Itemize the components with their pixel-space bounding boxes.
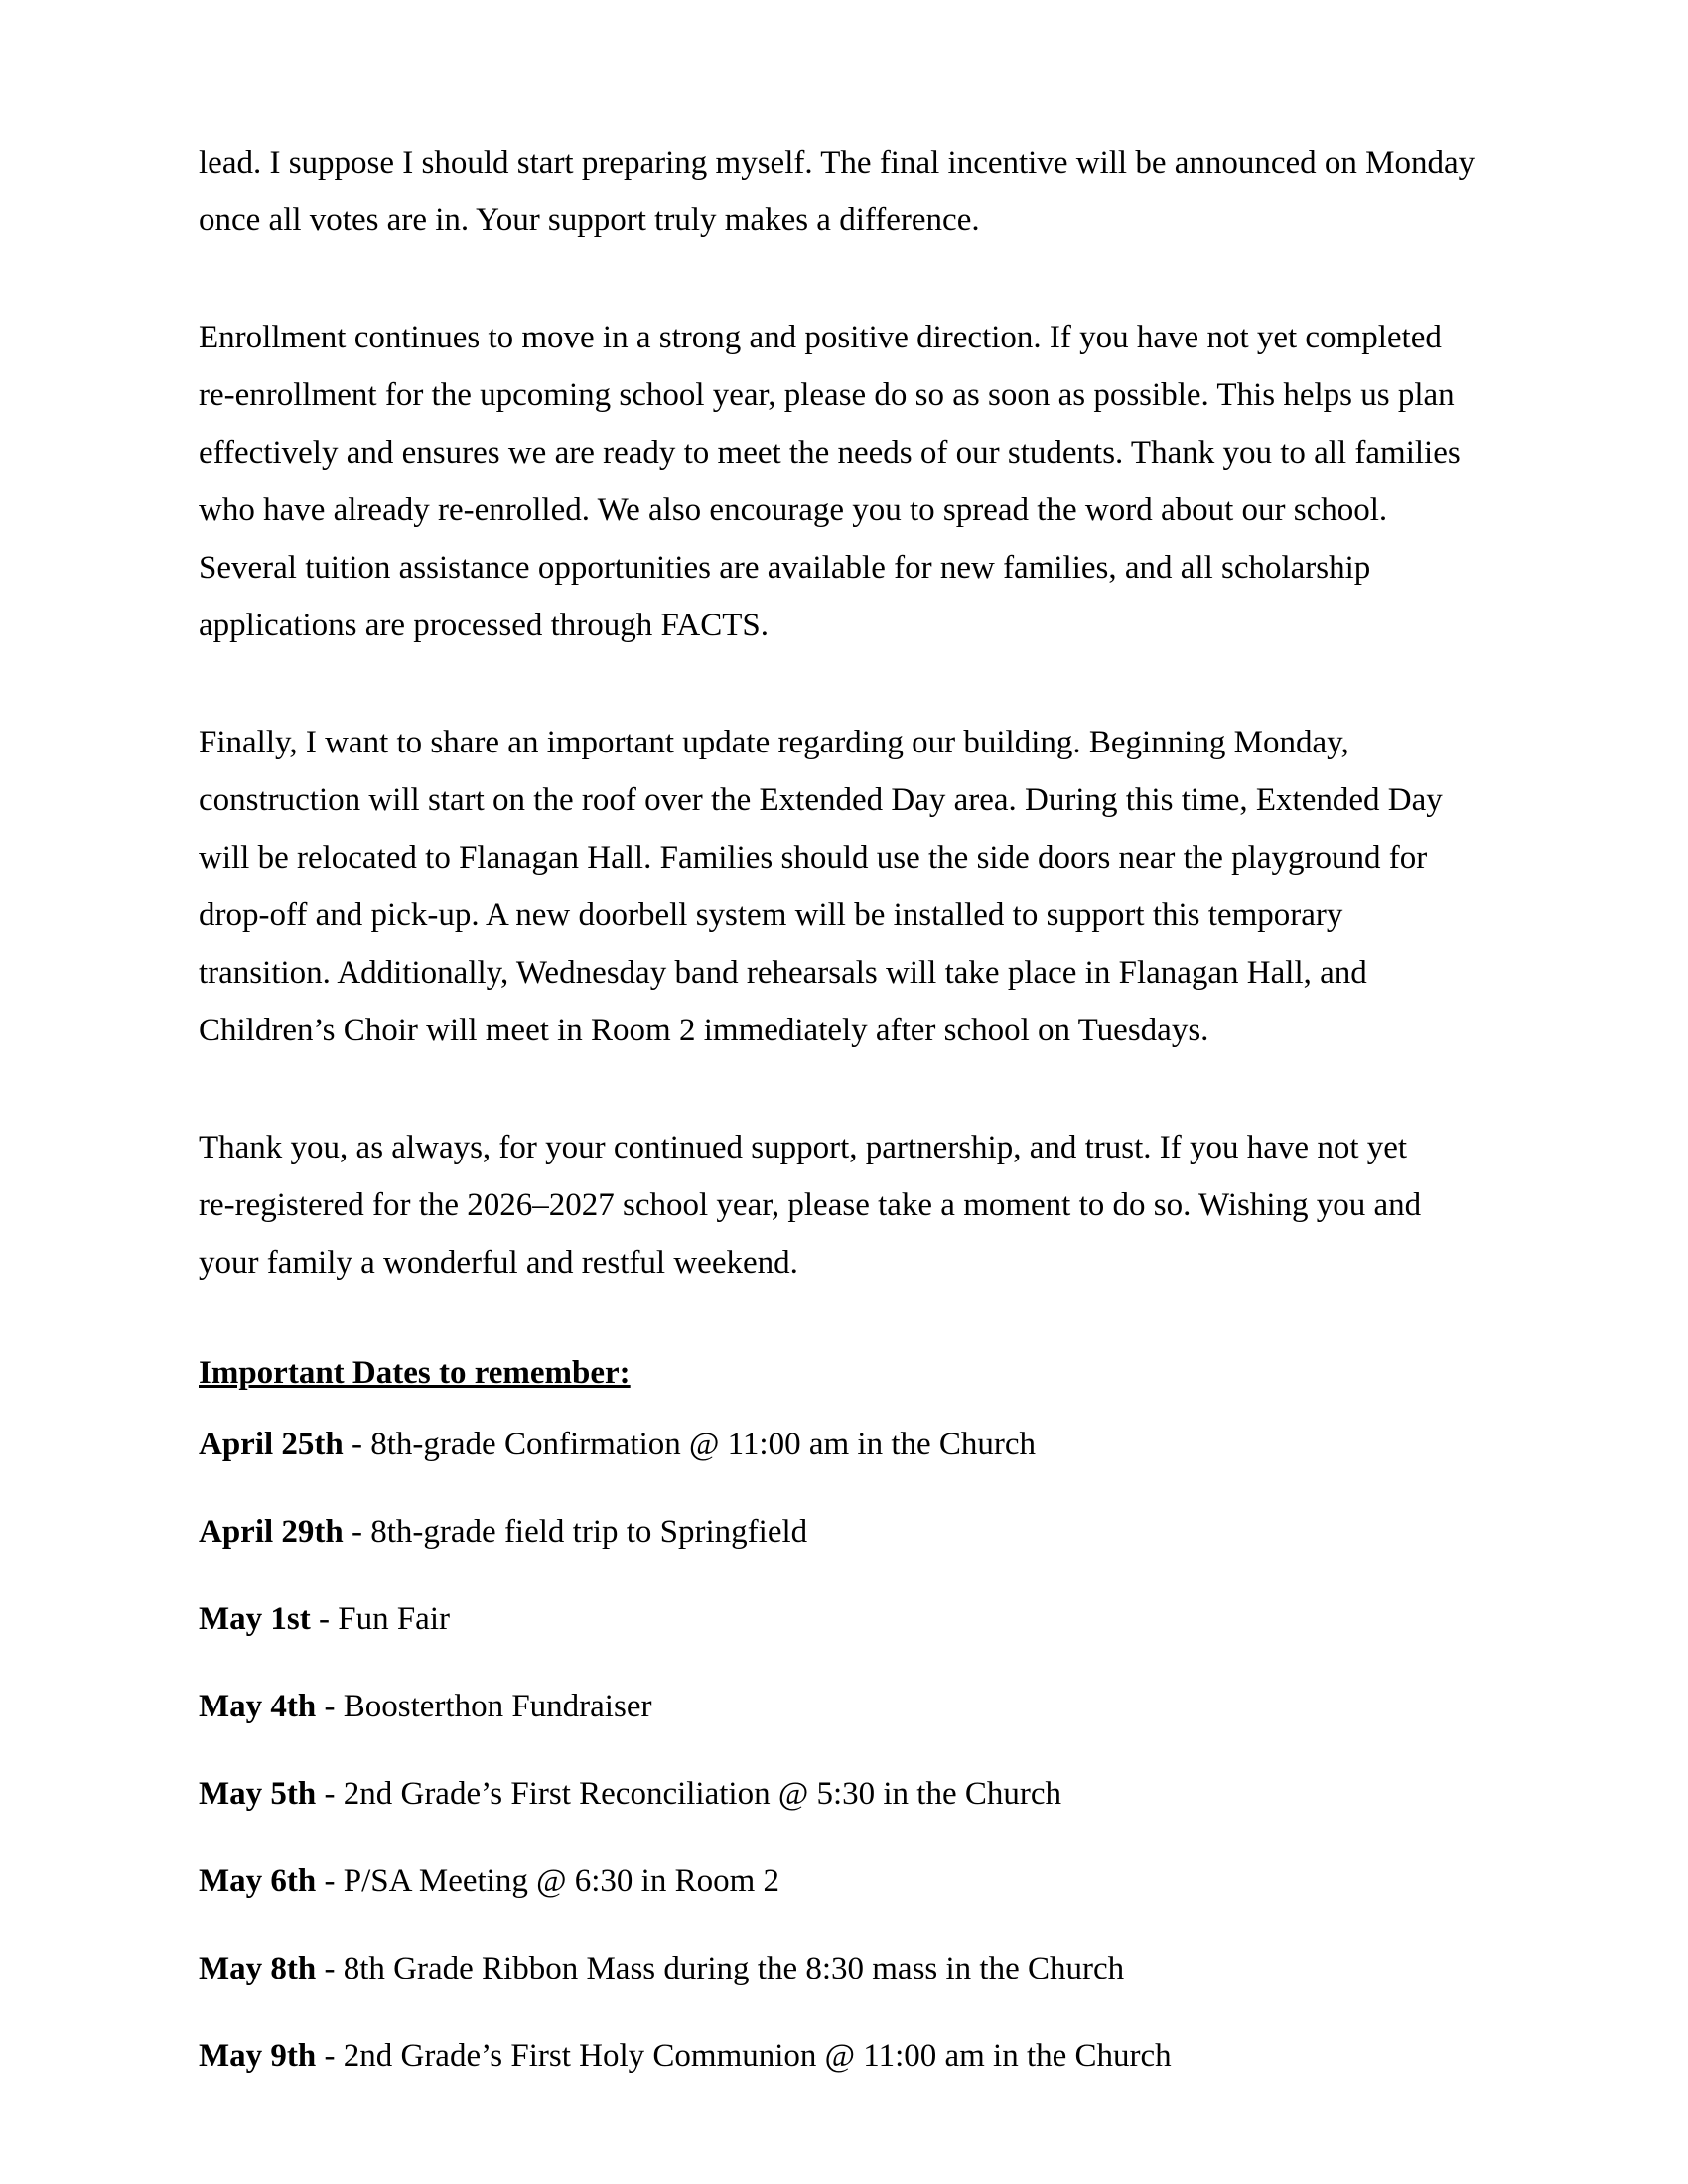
- paragraph-line: Children’s Choir will meet in Room 2 immediately after school on Tuesdays.: [199, 1013, 1209, 1048]
- date-label: May 8th: [199, 1951, 317, 1986]
- date-item-may-4: [199, 1687, 1549, 1726]
- date-text: - 2nd Grade’s First Holy Communion @ 11:00 am in the Church: [316, 2038, 1172, 2074]
- paragraph-line: transition. Additionally, Wednesday band rehearsals will take place in Flanagan Hall, and: [199, 955, 1367, 991]
- date-label: May 1st: [199, 1601, 311, 1637]
- paragraph-line: re-registered for the 2026–2027 school year, please take a moment to do so. Wishing you and: [199, 1187, 1422, 1223]
- date-item-may-5: [199, 1774, 1549, 1814]
- paragraph-line: construction will start on the roof over the Extended Day area. During this time, Extended Day: [199, 782, 1443, 818]
- date-text: - 8th Grade Ribbon Mass during the 8:30 mass in the Church: [316, 1951, 1125, 1986]
- paragraph-line: Several tuition assistance opportunities are available for new families, and all scholarship: [199, 550, 1371, 586]
- date-text: - Boosterthon Fundraiser: [316, 1689, 652, 1724]
- date-item-may-9: [199, 2036, 1549, 2076]
- date-item-may-8: [199, 1949, 1549, 1988]
- date-label: April 25th: [199, 1427, 344, 1462]
- paragraph-line: Finally, I want to share an important update regarding our building. Beginning Monday,: [199, 725, 1349, 760]
- paragraph-line: Thank you, as always, for your continued support, partnership, and trust. If you have not yet: [199, 1130, 1408, 1165]
- date-label: May 9th: [199, 2038, 317, 2074]
- date-text: - 8th-grade field trip to Springfield: [343, 1514, 808, 1550]
- date-label: May 4th: [199, 1689, 317, 1724]
- paragraph-line: once all votes are in. Your support truly makes a difference.: [199, 203, 980, 238]
- paragraph-line: will be relocated to Flanagan Hall. Families should use the side doors near the playground for: [199, 840, 1428, 876]
- paragraph-line: who have already re-enrolled. We also encourage you to spread the word about our school.: [199, 492, 1388, 528]
- date-label: May 5th: [199, 1776, 317, 1812]
- body-paragraph-2: [199, 309, 1549, 654]
- date-label: April 29th: [199, 1514, 344, 1550]
- date-label: May 6th: [199, 1863, 317, 1899]
- date-text: - Fun Fair: [310, 1601, 450, 1637]
- date-item-may-1: [199, 1599, 1549, 1639]
- paragraph-line: lead. I suppose I should start preparing myself. The final incentive will be announced on Monday: [199, 145, 1476, 181]
- paragraph-line: Enrollment continues to move in a strong and positive direction. If you have not yet completed: [199, 320, 1442, 355]
- date-text: - P/SA Meeting @ 6:30 in Room 2: [316, 1863, 780, 1899]
- body-paragraph-1: [199, 134, 1549, 249]
- date-text: - 8th-grade Confirmation @ 11:00 am in the Church: [343, 1427, 1037, 1462]
- date-item-april-29: [199, 1512, 1549, 1552]
- paragraph-line: your family a wonderful and restful weekend.: [199, 1245, 798, 1281]
- paragraph-line: applications are processed through FACTS.: [199, 608, 770, 643]
- date-item-may-6: [199, 1861, 1549, 1901]
- paragraph-line: re-enrollment for the upcoming school year, please do so as soon as possible. This helps us plan: [199, 377, 1455, 413]
- paragraph-line: drop-off and pick-up. A new doorbell system will be installed to support this temporary: [199, 897, 1343, 933]
- date-item-april-25: [199, 1425, 1549, 1464]
- important-dates-heading: Important Dates to remember:: [199, 1355, 631, 1391]
- date-text: - 2nd Grade’s First Reconciliation @ 5:30 in the Church: [316, 1776, 1062, 1812]
- paragraph-line: effectively and ensures we are ready to meet the needs of our students. Thank you to all families: [199, 435, 1461, 471]
- body-paragraph-3: [199, 714, 1549, 1059]
- body-paragraph-4: [199, 1119, 1549, 1292]
